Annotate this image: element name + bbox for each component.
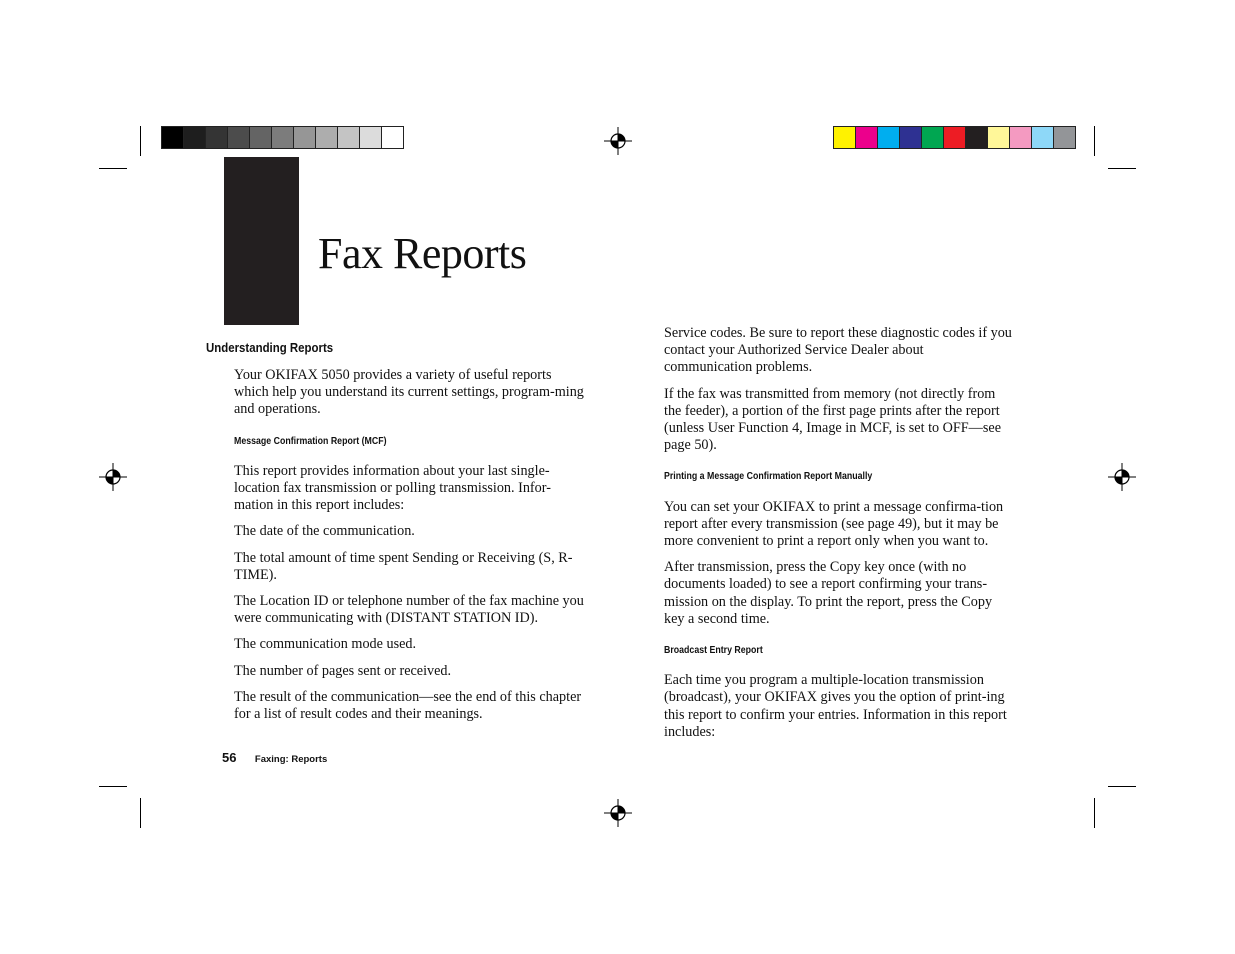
page-number: 56 bbox=[222, 750, 237, 765]
color-swatch bbox=[878, 127, 900, 148]
registration-mark-icon bbox=[604, 799, 632, 827]
color-swatch bbox=[856, 127, 878, 148]
crop-mark bbox=[99, 168, 127, 169]
crop-mark bbox=[1094, 126, 1095, 156]
color-swatch bbox=[900, 127, 922, 148]
list-item: The Location ID or telephone number of the fax machine you were communicating with (DISTANT STATION ID). bbox=[234, 593, 584, 627]
crop-mark bbox=[99, 786, 127, 787]
memory-paragraph: If the fax was transmitted from memory (not directly from the feeder), a portion of the first page prints after the report (unless User Function 4, Image in MCF, is set to OFF—see page 50). bbox=[664, 385, 1001, 454]
crop-mark bbox=[1094, 798, 1095, 828]
subheading-mcf: Message Confirmation Report (MCF) bbox=[234, 435, 387, 447]
section-heading: Understanding Reports bbox=[206, 340, 334, 355]
color-swatch bbox=[162, 127, 184, 148]
list-item: The number of pages sent or received. bbox=[234, 662, 452, 679]
color-swatch bbox=[316, 127, 338, 148]
service-codes-paragraph: Service codes. Be sure to report these diagnostic codes if you contact your Authorized Service Dealer about communication problems. bbox=[664, 325, 1012, 376]
chapter-tab-block bbox=[224, 157, 299, 325]
chapter-title: Fax Reports bbox=[318, 229, 527, 278]
broadcast-paragraph: Each time you program a multiple-location transmission (broadcast), your OKIFAX gives you the option of print-ing this report to confirm your entries. Information in this report includes: bbox=[664, 672, 1007, 740]
color-swatch bbox=[382, 127, 403, 148]
crop-mark bbox=[140, 798, 141, 828]
color-swatch bbox=[1054, 127, 1075, 148]
registration-mark-icon bbox=[1108, 463, 1136, 491]
crop-mark bbox=[1108, 786, 1136, 787]
registration-mark-icon bbox=[99, 463, 127, 491]
list-item: The date of the communication. bbox=[234, 523, 415, 540]
color-swatch bbox=[272, 127, 294, 148]
subheading-broadcast: Broadcast Entry Report bbox=[664, 645, 763, 657]
intro-paragraph: Your OKIFAX 5050 provides a variety of useful reports which help you understand its current settings, program-ming and operations. bbox=[234, 367, 584, 418]
color-bar bbox=[833, 126, 1076, 149]
mcf-intro-paragraph: This report provides information about your last single-location fax transmission or polling transmission. Infor-mation in this report includes: bbox=[234, 462, 551, 514]
list-item: The result of the communication—see the end of this chapter for a list of result codes and their meanings. bbox=[234, 688, 582, 723]
color-swatch bbox=[966, 127, 988, 148]
crop-mark bbox=[140, 126, 141, 156]
left-column bbox=[234, 367, 584, 732]
color-swatch bbox=[294, 127, 316, 148]
list-item: The total amount of time spent Sending or Receiving (S, R-TIME). bbox=[234, 549, 573, 583]
color-swatch bbox=[228, 127, 250, 148]
color-swatch bbox=[338, 127, 360, 148]
color-swatch bbox=[1010, 127, 1032, 148]
list-item: The communication mode used. bbox=[234, 636, 417, 653]
page-footer bbox=[222, 749, 327, 767]
subheading-manual-report: Printing a Message Confirmation Report Manually bbox=[664, 471, 873, 483]
color-swatch bbox=[250, 127, 272, 148]
color-swatch bbox=[834, 127, 856, 148]
color-swatch bbox=[988, 127, 1010, 148]
crop-mark bbox=[1108, 168, 1136, 169]
color-swatch bbox=[922, 127, 944, 148]
color-swatch bbox=[184, 127, 206, 148]
registration-mark-icon bbox=[604, 127, 632, 155]
running-head: Faxing: Reports bbox=[254, 754, 328, 765]
color-swatch bbox=[1032, 127, 1054, 148]
color-swatch bbox=[360, 127, 382, 148]
grayscale-bar bbox=[161, 126, 404, 149]
color-swatch bbox=[206, 127, 228, 148]
manual-paragraph: You can set your OKIFAX to print a message confirma-tion report after every transmission (see page 49), but it may be more convenient to print a report only when you want to. bbox=[664, 498, 1004, 550]
color-swatch bbox=[944, 127, 966, 148]
right-column bbox=[664, 325, 1014, 750]
copy-key-paragraph: After transmission, press the Copy key once (with no documents loaded) to see a report confirming your trans-mission on the display. To print the report, press the Copy key a second time. bbox=[664, 559, 993, 627]
